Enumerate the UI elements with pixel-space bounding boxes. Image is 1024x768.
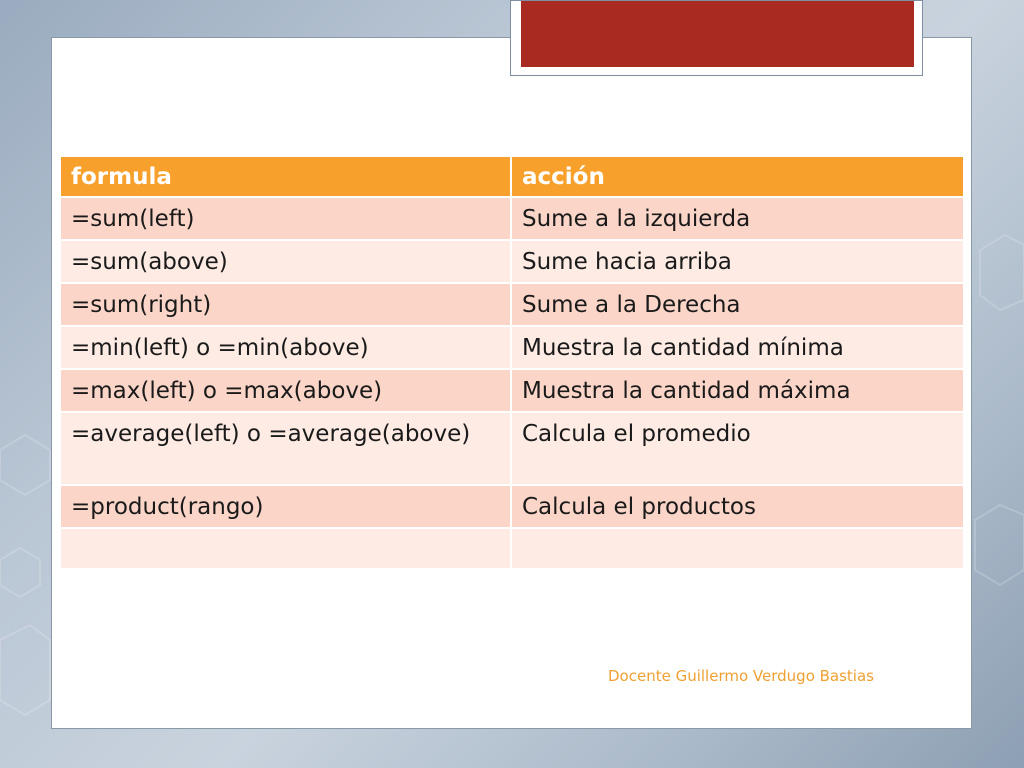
title-placeholder [510, 0, 923, 76]
formula-cell: =sum(right) [61, 284, 512, 327]
table-row [61, 529, 963, 570]
title-accent-bar [521, 1, 914, 67]
table-row [61, 370, 963, 413]
footer-author: Docente Guillermo Verdugo Bastias [608, 667, 874, 685]
table-row [61, 198, 963, 241]
table-row [61, 413, 963, 486]
accion-cell: Sume hacia arriba [512, 241, 963, 284]
accion-cell [512, 529, 963, 570]
header-formula: formula [61, 157, 512, 198]
formula-table [61, 157, 963, 570]
accion-cell: Calcula el promedio [512, 413, 963, 486]
formula-cell: =product(rango) [61, 486, 512, 529]
formula-cell: =sum(above) [61, 241, 512, 284]
table-row [61, 486, 963, 529]
accion-cell: Sume a la izquierda [512, 198, 963, 241]
accion-cell: Calcula el productos [512, 486, 963, 529]
accion-cell: Muestra la cantidad máxima [512, 370, 963, 413]
formula-cell: =max(left) o =max(above) [61, 370, 512, 413]
accion-cell: Muestra la cantidad mínima [512, 327, 963, 370]
formula-cell: =sum(left) [61, 198, 512, 241]
formula-cell: =min(left) o =min(above) [61, 327, 512, 370]
table-header-row [61, 157, 963, 198]
table-row [61, 241, 963, 284]
table-row [61, 327, 963, 370]
formula-cell: =average(left) o =average(above) [61, 413, 512, 486]
table-row [61, 284, 963, 327]
accion-cell: Sume a la Derecha [512, 284, 963, 327]
formula-cell [61, 529, 512, 570]
header-accion: acción [512, 157, 963, 198]
